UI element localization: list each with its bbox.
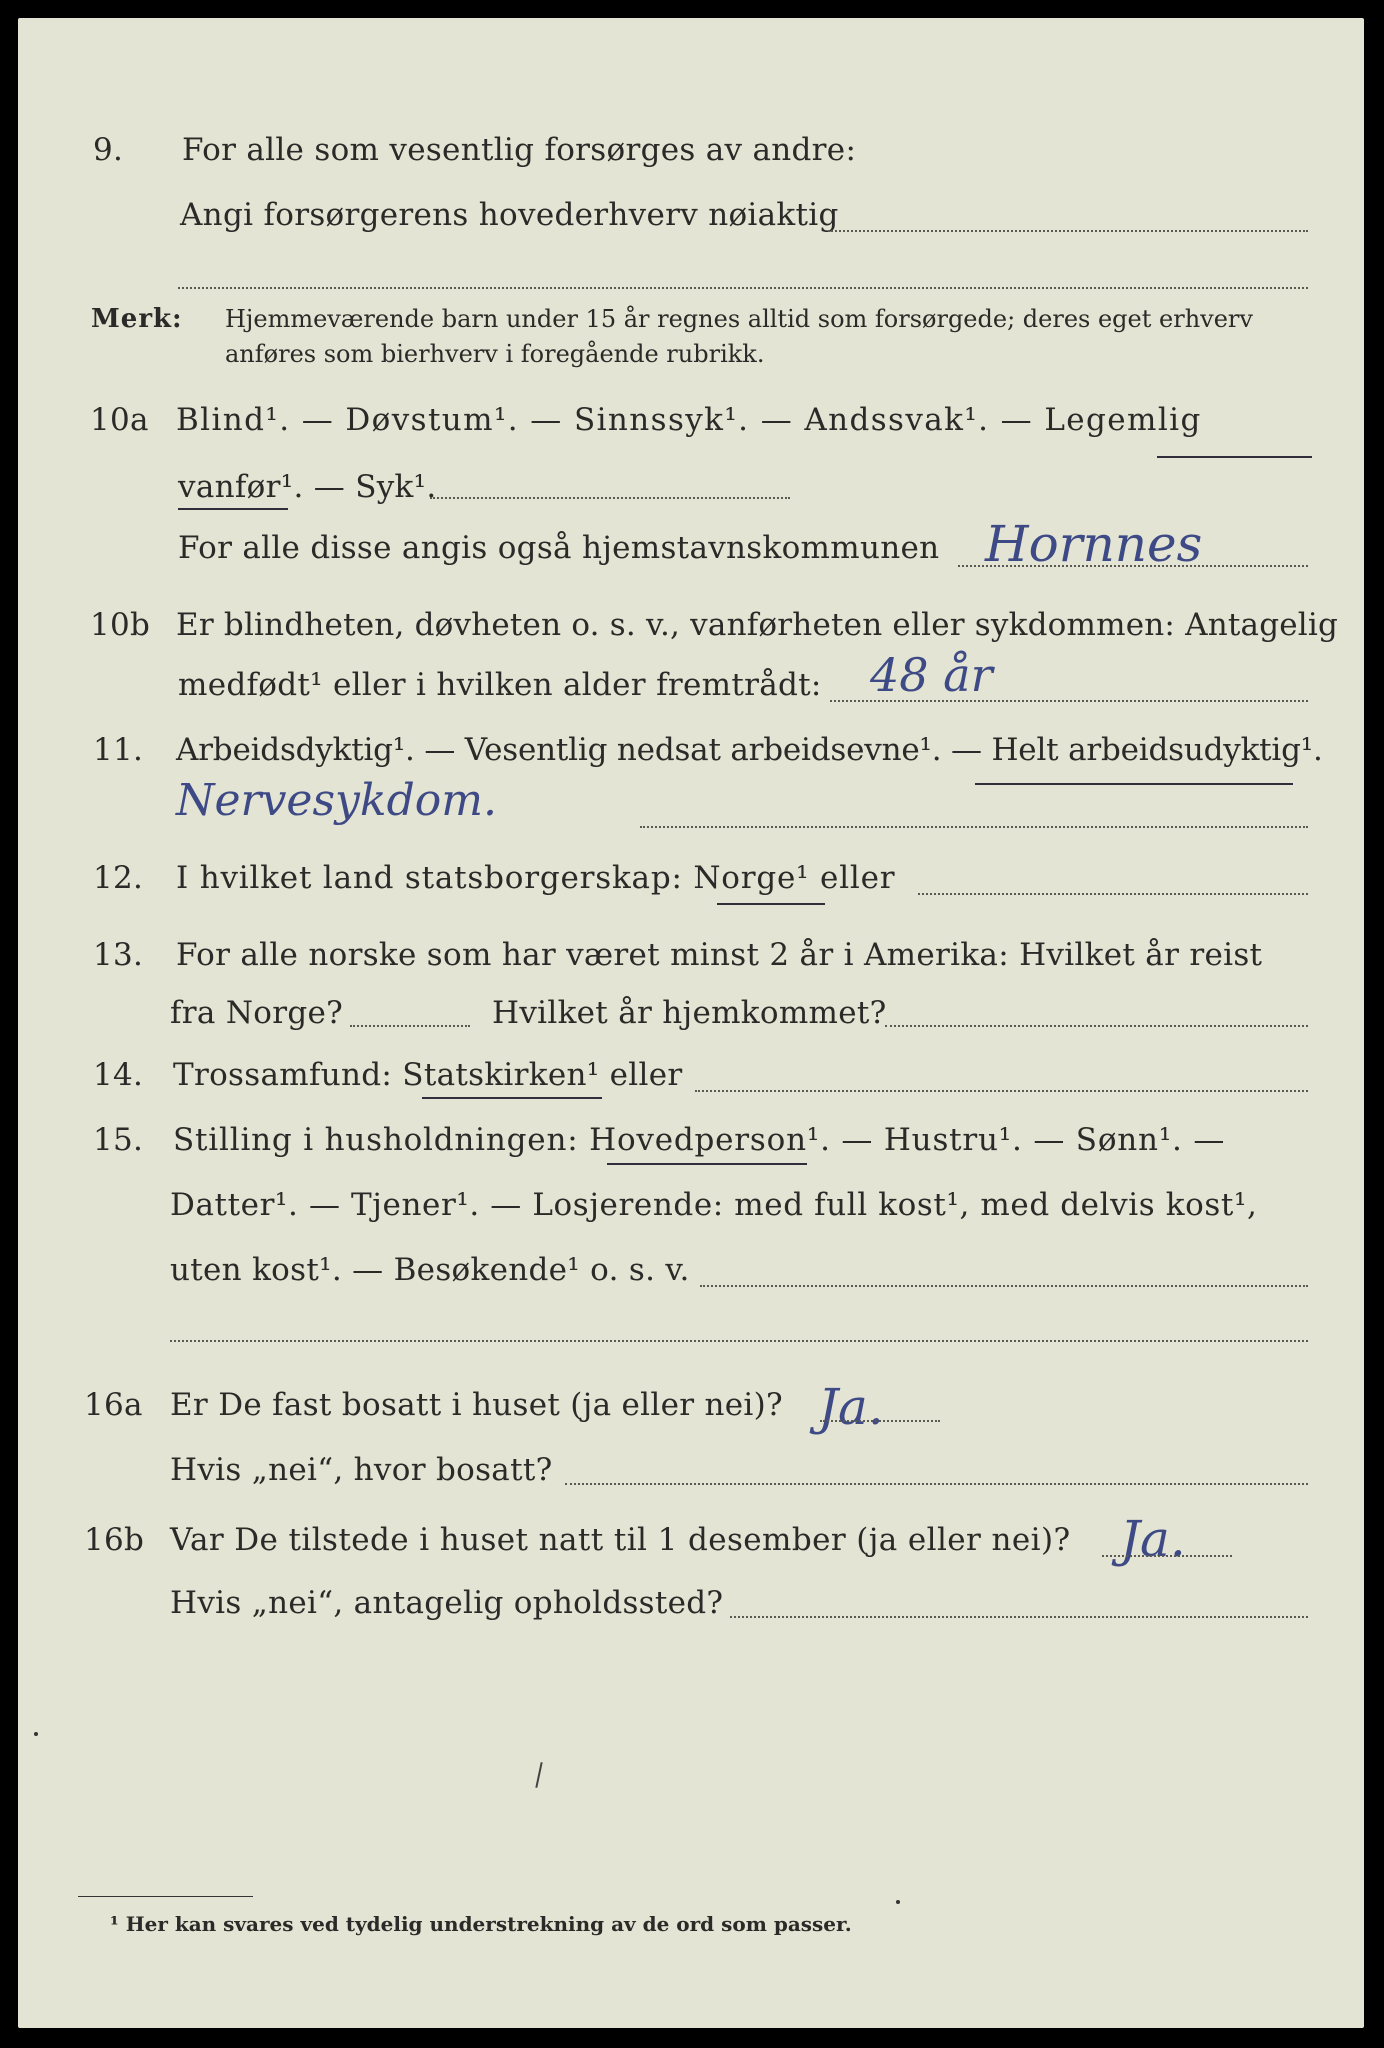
question-number: 14. — [93, 1057, 144, 1093]
question-text: medfødt¹ eller i hvilken alder fremtrådt: — [178, 667, 822, 703]
answer-line[interactable] — [350, 1025, 470, 1027]
question-number: 9. — [93, 132, 124, 168]
answer-line[interactable] — [828, 230, 1308, 232]
note-label: Merk: — [91, 304, 183, 334]
answer-line[interactable] — [178, 287, 1308, 289]
answer-line[interactable] — [1102, 1555, 1232, 1557]
answer-line[interactable] — [695, 1090, 1308, 1092]
underline-vanfor — [178, 508, 288, 510]
question-text: Datter¹. — Tjener¹. — Losjerende: med full kost¹, med delvis kost¹, — [170, 1187, 1258, 1223]
underline-legemlig — [1157, 456, 1312, 458]
question-number: 12. — [93, 860, 144, 896]
footnote-rule — [78, 1896, 253, 1897]
question-text: For alle norske som har været minst 2 år i Amerika: Hvilket år reist — [176, 937, 1263, 973]
answer-line[interactable] — [170, 1340, 1308, 1342]
handwritten-answer: Nervesykdom. — [176, 775, 497, 826]
question-text: fra Norge? — [170, 995, 344, 1031]
question-number: 15. — [93, 1122, 144, 1158]
question-number: 16b — [84, 1522, 145, 1558]
answer-line[interactable] — [430, 497, 790, 499]
note-line-1: Hjemmeværende barn under 15 år regnes alltid som forsørgede; deres eget erhverv — [225, 305, 1253, 333]
handwritten-answer: Ja. — [1120, 1510, 1186, 1568]
question-text: Blind¹. — Døvstum¹. — Sinnssyk¹. — Andssvak¹. — Legemlig — [176, 402, 1202, 438]
question-text: Stilling i husholdningen: Hovedperson¹. — Hustru¹. — Sønn¹. — — [173, 1122, 1226, 1158]
handwritten-answer: Ja. — [818, 1378, 884, 1436]
question-text: Angi forsørgerens hovederhverv nøiaktig — [180, 197, 839, 233]
question-text: Hvis „nei“, hvor bosatt? — [170, 1452, 553, 1488]
question-text: I hvilket land statsborgerskap: Norge¹ eller — [176, 860, 896, 896]
question-number: 16a — [84, 1387, 143, 1423]
underline-norge — [717, 903, 825, 905]
question-text: For alle disse angis også hjemstavnskommunen — [178, 530, 940, 566]
question-text: Arbeidsdyktig¹. — Vesentlig nedsat arbeidsevne¹. — Helt arbeidsudyktig¹. — [176, 732, 1323, 768]
question-text: For alle som vesentlig forsørges av andre: — [182, 132, 857, 168]
question-text: vanfør¹. — Syk¹. — [178, 469, 437, 505]
footnote: ¹ Her kan svares ved tydelig understrekning av de ord som passer. — [110, 1912, 852, 1936]
question-text: uten kost¹. — Besøkende¹ o. s. v. — [170, 1252, 690, 1288]
question-number: 13. — [93, 937, 144, 973]
answer-line[interactable] — [918, 893, 1308, 895]
handwritten-answer: Hornnes — [985, 515, 1203, 573]
answer-line[interactable] — [565, 1483, 1308, 1485]
ink-fleck — [896, 1900, 900, 1904]
question-number: 10a — [90, 402, 149, 438]
answer-line[interactable] — [730, 1616, 1308, 1618]
underline-statskirken — [422, 1097, 602, 1099]
answer-line[interactable] — [885, 1025, 1308, 1027]
underline-helt-arbeidsudyktig — [975, 783, 1293, 785]
question-text: Er blindheten, døvheten o. s. v., vanførheten eller sykdommen: Antagelig — [176, 607, 1339, 643]
question-text: Er De fast bosatt i huset (ja eller nei)? — [170, 1387, 783, 1423]
note-line-2: anføres som bierhverv i foregående rubrikk. — [225, 340, 765, 368]
answer-line[interactable] — [640, 826, 1308, 828]
question-text: Var De tilstede i huset natt til 1 desember (ja eller nei)? — [170, 1522, 1071, 1558]
question-number: 10b — [90, 607, 151, 643]
underline-hovedperson — [607, 1163, 807, 1165]
question-text: Hvis „nei“, antagelig opholdssted? — [170, 1585, 724, 1621]
answer-line[interactable] — [820, 1420, 940, 1422]
question-text: Trossamfund: Statskirken¹ eller — [173, 1057, 683, 1093]
handwritten-answer: 48 år — [870, 648, 993, 702]
question-text: Hvilket år hjemkommet? — [492, 995, 887, 1031]
question-number: 11. — [93, 732, 144, 768]
answer-line[interactable] — [700, 1285, 1308, 1287]
ink-fleck — [34, 1732, 38, 1736]
